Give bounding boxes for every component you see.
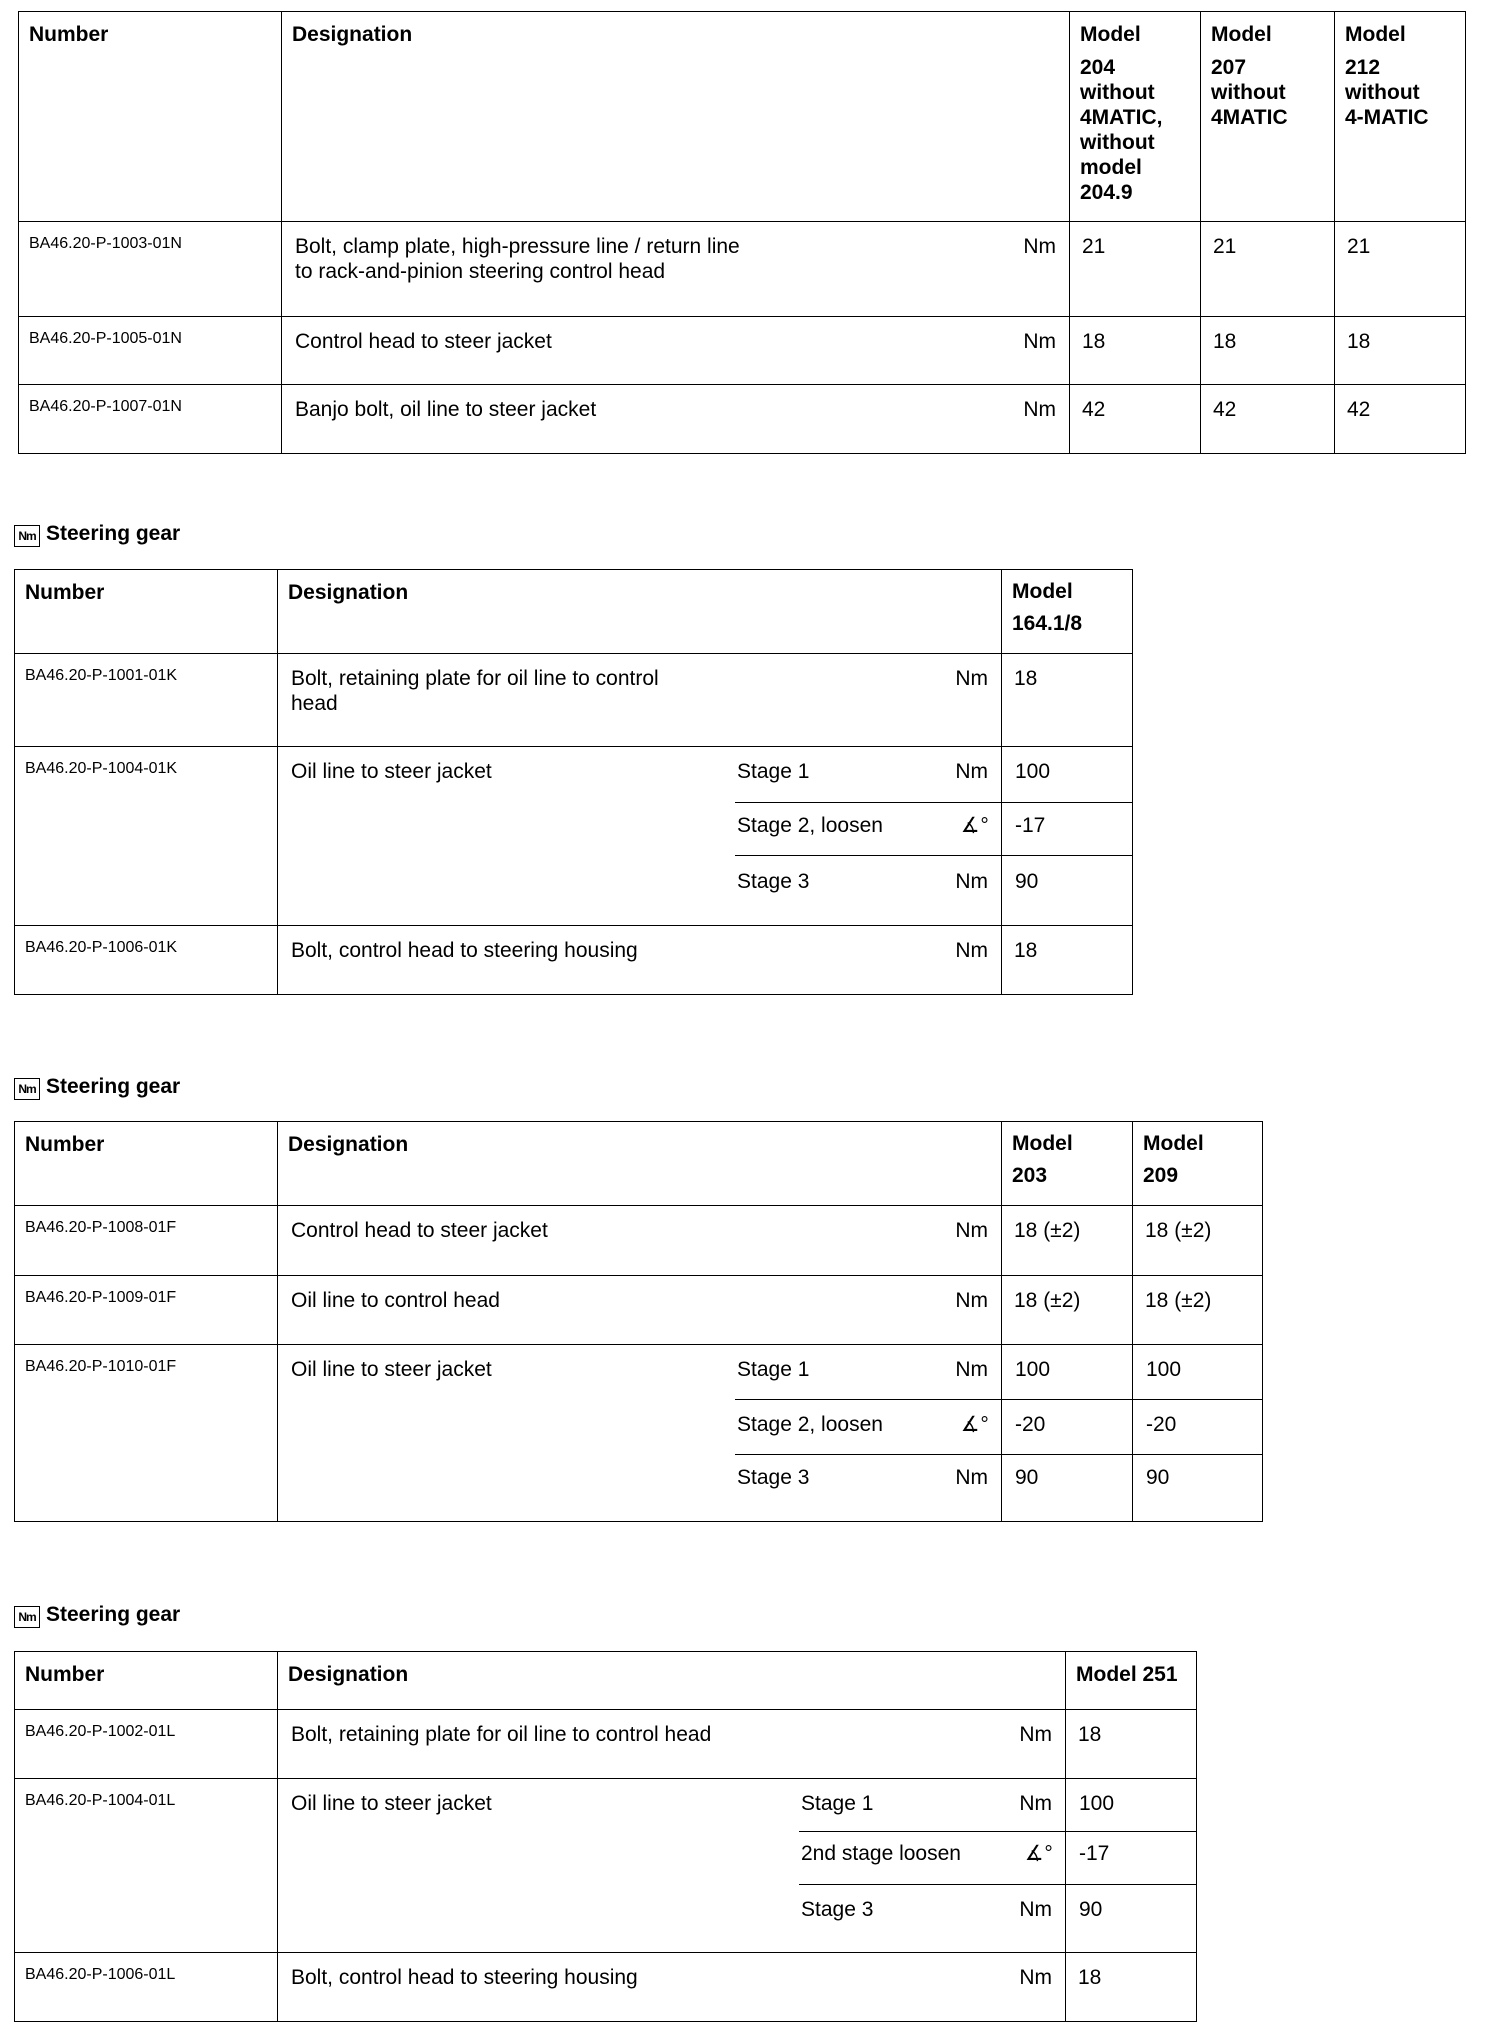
torque-table-4 <box>14 1651 1197 2022</box>
torque-table-1 <box>18 11 1466 454</box>
header-number: Number <box>19 12 282 222</box>
part-number: BA46.20-P-1010-01F <box>15 1345 278 1522</box>
unit-label: Nm <box>1023 330 1056 353</box>
stage-label: Stage 3 <box>801 1898 874 1921</box>
stage-row <box>278 801 1001 855</box>
header-model-203: Model 203 <box>1002 1122 1133 1206</box>
nm-torque-icon: Nm <box>14 1078 40 1100</box>
torque-value: -20 <box>1146 1413 1177 1436</box>
header-model-209: Model 209 <box>1133 1122 1263 1206</box>
unit-label: Nm <box>955 1358 988 1381</box>
torque-value: 18 (±2) <box>1133 1276 1263 1345</box>
stage-label: Stage 1 <box>737 1358 810 1381</box>
torque-value: 18 (±2) <box>1002 1276 1133 1345</box>
part-number: BA46.20-P-1007-01N <box>19 385 282 454</box>
section-title: Nm Steering gear <box>14 1602 180 1628</box>
unit-label: Nm <box>955 939 988 962</box>
torque-value: 42 <box>1070 385 1201 454</box>
unit-label: Nm <box>955 1466 988 1489</box>
torque-value: 90 <box>1015 870 1039 893</box>
header-model-164: Model 164.1/8 <box>1002 570 1133 654</box>
torque-value: 100 <box>1015 760 1051 783</box>
part-number: BA46.20-P-1001-01K <box>15 654 278 747</box>
stage-label: Stage 3 <box>737 1466 810 1489</box>
header-model-251: Model 251 <box>1066 1652 1197 1710</box>
table-row <box>15 747 1133 926</box>
table-row <box>15 1779 1197 1953</box>
torque-value: 90 <box>1079 1898 1103 1921</box>
stage-row <box>278 857 1001 917</box>
unit-label: Nm <box>955 760 988 783</box>
designation-text: Banjo bolt, oil line to steer jacket <box>295 398 597 421</box>
part-number: BA46.20-P-1003-01N <box>19 222 282 317</box>
table-row <box>19 385 1466 454</box>
torque-value: 18 <box>1070 317 1201 385</box>
designation-text: Bolt, retaining plate for oil line to control head <box>291 1723 712 1746</box>
table-row <box>15 1206 1263 1276</box>
designation-text: Oil line to steer jacket <box>291 1792 492 1815</box>
stage-label: Stage 1 <box>801 1792 874 1815</box>
designation-text: Bolt, clamp plate, high-pressure line / return line to rack-and-pinion steering control head <box>295 235 740 283</box>
torque-table-3 <box>14 1121 1263 1522</box>
table-row <box>19 222 1466 317</box>
torque-value: 18 <box>1002 926 1133 995</box>
torque-value: 100 <box>1079 1792 1115 1815</box>
torque-value: 100 <box>1015 1358 1051 1381</box>
header-number: Number <box>15 1122 278 1206</box>
angle-icon: ∡° <box>960 1413 988 1436</box>
table-header-row <box>15 1652 1197 1710</box>
nm-torque-icon: Nm <box>14 525 40 547</box>
table-header-row <box>15 1122 1263 1206</box>
table-header-row <box>19 12 1466 222</box>
table-row <box>15 1345 1263 1522</box>
header-model-204: Model 204 without 4MATIC, without model 204.9 <box>1070 12 1201 222</box>
table-header-row <box>15 570 1133 654</box>
torque-value: 21 <box>1201 222 1335 317</box>
part-number: BA46.20-P-1005-01N <box>19 317 282 385</box>
torque-value: 90 <box>1146 1466 1170 1489</box>
torque-value: 21 <box>1070 222 1201 317</box>
torque-value: 21 <box>1335 222 1466 317</box>
part-number: BA46.20-P-1002-01L <box>15 1710 278 1779</box>
unit-label: Nm <box>1019 1898 1052 1921</box>
designation-text: Bolt, control head to steering housing <box>291 939 638 962</box>
torque-value: -17 <box>1079 1842 1110 1865</box>
unit-label: Nm <box>955 1289 988 1312</box>
unit-label: Nm <box>1019 1723 1052 1746</box>
stage-divider <box>735 1399 1001 1400</box>
unit-label: Nm <box>955 667 988 690</box>
torque-value: -17 <box>1015 814 1046 837</box>
unit-label: Nm <box>955 1219 988 1242</box>
torque-value: 42 <box>1335 385 1466 454</box>
header-designation: Designation <box>278 1122 1002 1206</box>
torque-value: 100 <box>1146 1358 1182 1381</box>
designation-text: Control head to steer jacket <box>295 330 552 353</box>
part-number: BA46.20-P-1008-01F <box>15 1206 278 1276</box>
torque-value: -20 <box>1015 1413 1046 1436</box>
table-row <box>15 1710 1197 1779</box>
header-model-212: Model 212 without 4-MATIC <box>1335 12 1466 222</box>
stage-label: Stage 2, loosen <box>737 1413 883 1436</box>
stage-row <box>278 747 1001 802</box>
header-designation: Designation <box>282 12 1070 222</box>
designation-text: Bolt, retaining plate for oil line to control head <box>291 667 659 715</box>
part-number: BA46.20-P-1006-01L <box>15 1953 278 2022</box>
stage-divider <box>799 1831 1065 1832</box>
header-designation: Designation <box>278 570 1002 654</box>
designation-text: Oil line to steer jacket <box>291 760 492 783</box>
angle-icon: ∡° <box>1024 1842 1052 1865</box>
table-row <box>15 926 1133 995</box>
part-number: BA46.20-P-1004-01K <box>15 747 278 926</box>
stage-label: Stage 2, loosen <box>737 814 883 837</box>
torque-value: 18 <box>1066 1953 1197 2022</box>
unit-label: Nm <box>1023 235 1056 258</box>
designation-text: Oil line to control head <box>291 1289 500 1312</box>
torque-value: 18 (±2) <box>1133 1206 1263 1276</box>
nm-torque-icon: Nm <box>14 1606 40 1628</box>
designation-text: Bolt, control head to steering housing <box>291 1966 638 1989</box>
stage-divider <box>735 855 1001 856</box>
unit-label: Nm <box>955 870 988 893</box>
unit-label: Nm <box>1019 1792 1052 1815</box>
designation-text: Control head to steer jacket <box>291 1219 548 1242</box>
torque-value: 42 <box>1201 385 1335 454</box>
torque-value: 18 <box>1201 317 1335 385</box>
torque-value: 18 <box>1335 317 1466 385</box>
part-number: BA46.20-P-1006-01K <box>15 926 278 995</box>
header-designation: Designation <box>278 1652 1066 1710</box>
angle-icon: ∡° <box>960 814 988 837</box>
table-row <box>15 1276 1263 1345</box>
table-row <box>19 317 1466 385</box>
stage-label: 2nd stage loosen <box>801 1842 961 1865</box>
header-number: Number <box>15 1652 278 1710</box>
stage-divider <box>735 1454 1001 1455</box>
stage-label: Stage 1 <box>737 760 810 783</box>
unit-label: Nm <box>1019 1966 1052 1989</box>
section-title: Nm Steering gear <box>14 1074 180 1100</box>
torque-table-2 <box>14 569 1133 995</box>
header-model-207: Model 207 without 4MATIC <box>1201 12 1335 222</box>
part-number: BA46.20-P-1004-01L <box>15 1779 278 1953</box>
table-row <box>15 654 1133 747</box>
torque-value: 18 (±2) <box>1002 1206 1133 1276</box>
table-row <box>15 1953 1197 2022</box>
torque-value: 18 <box>1002 654 1133 747</box>
torque-value: 90 <box>1015 1466 1039 1489</box>
stage-label: Stage 3 <box>737 870 810 893</box>
section-title: Nm Steering gear <box>14 521 180 547</box>
part-number: BA46.20-P-1009-01F <box>15 1276 278 1345</box>
designation-text: Oil line to steer jacket <box>291 1358 492 1381</box>
header-number: Number <box>15 570 278 654</box>
stage-divider <box>799 1884 1065 1885</box>
unit-label: Nm <box>1023 398 1056 421</box>
torque-value: 18 <box>1066 1710 1197 1779</box>
